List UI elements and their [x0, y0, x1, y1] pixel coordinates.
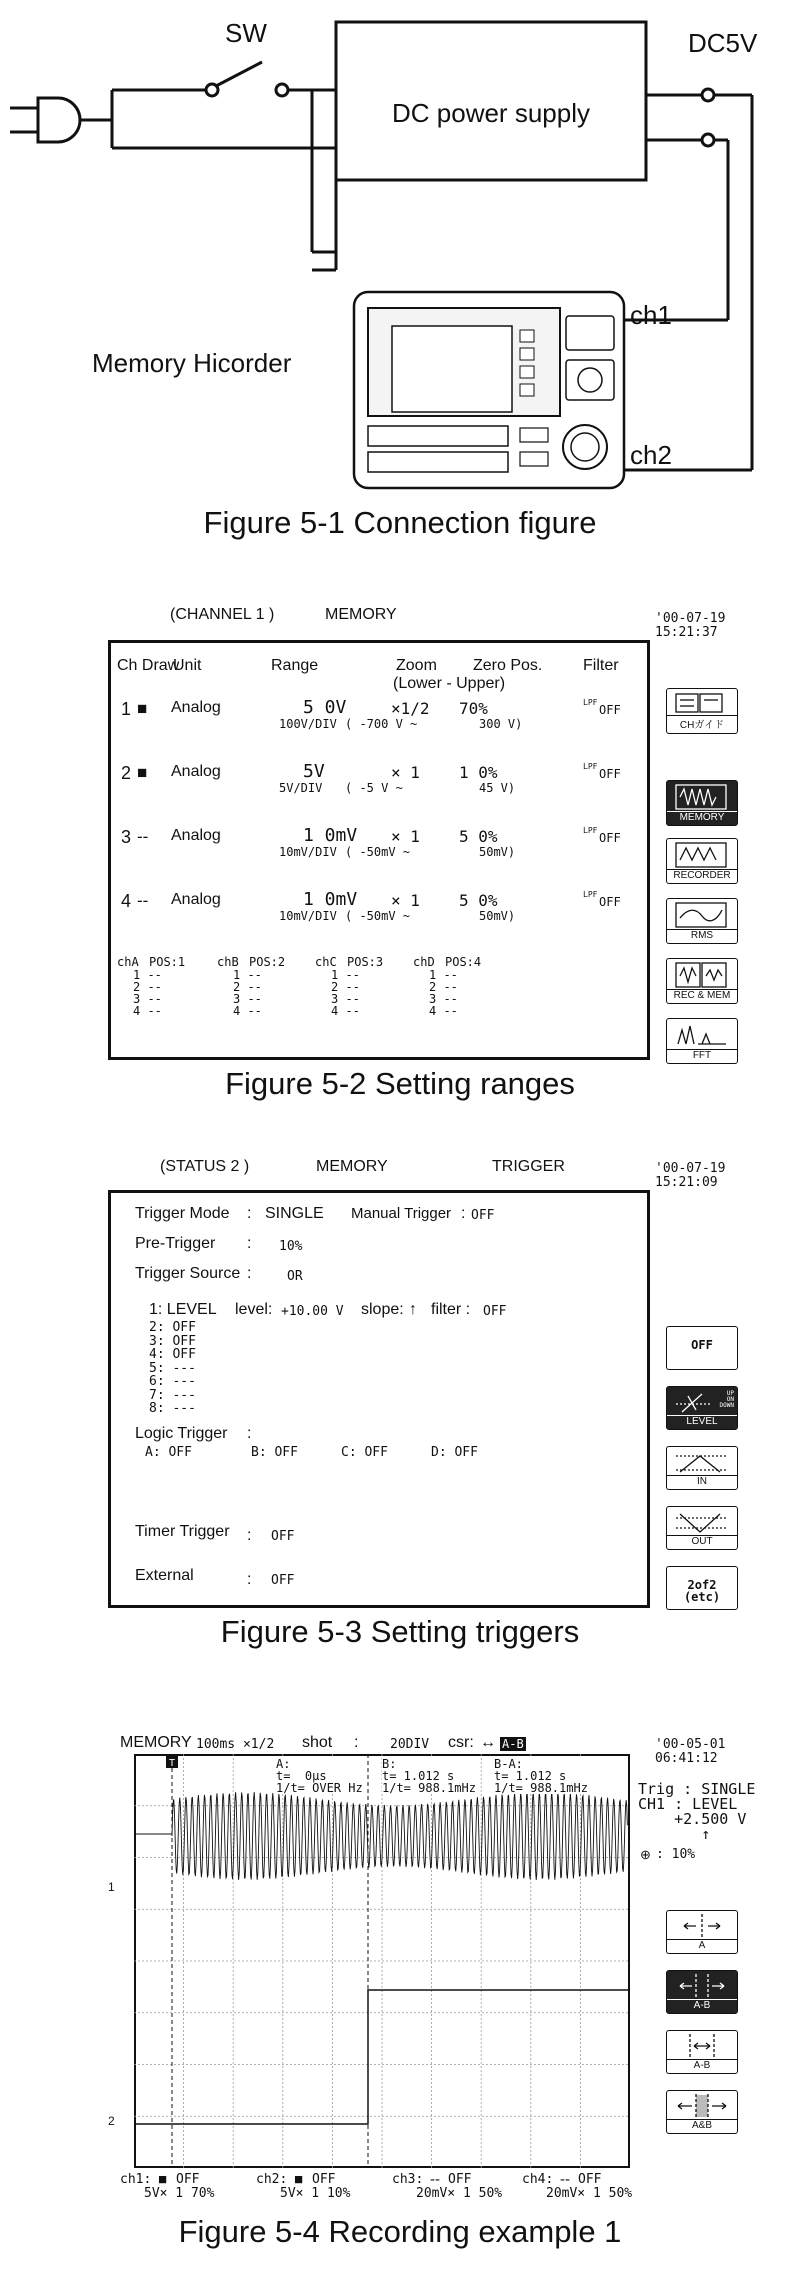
row-unit[interactable]: Analog — [171, 763, 221, 780]
colon: : — [461, 1205, 466, 1222]
level-value[interactable]: +10.00 V — [281, 1304, 344, 1319]
side-button-label: 2of2 (etc) — [683, 1578, 721, 1604]
screen-title-mode: MEMORY — [316, 1158, 388, 1175]
row-zoom[interactable]: × 1 — [391, 827, 420, 846]
legend-draw-state: ■ — [158, 2171, 168, 2188]
legend-channel-scale: 20mV× 1 50% — [416, 2186, 503, 2201]
memory-hicorder-device — [354, 292, 624, 488]
header-range: Range — [271, 657, 319, 674]
side-button-label: OUT — [667, 1535, 737, 1547]
psu-label: DC power supply — [392, 98, 590, 128]
row-lower: ( -700 V ~ — [345, 717, 418, 731]
row-range-div: 5V/DIV — [279, 781, 323, 795]
lpf-icon: LPF — [583, 826, 598, 835]
legend-draw-state: -- — [560, 2171, 570, 2188]
plug-icon — [38, 98, 80, 142]
side-button-cursor-a[interactable] — [666, 1910, 738, 1954]
screen-title-mode: MEMORY — [325, 606, 397, 623]
side-button-label: A-B — [667, 1999, 737, 2011]
row-range-div: 10mV/DIV — [279, 909, 337, 923]
row-unit[interactable]: Analog — [171, 699, 221, 716]
timer-trigger-value[interactable]: OFF — [271, 1529, 295, 1544]
screen-title-status: (STATUS 2 ) — [160, 1158, 250, 1175]
side-button-label: FFT — [667, 1049, 737, 1061]
side-button-rms-waveform[interactable] — [666, 898, 738, 944]
row-lower: ( -5 V ~ — [345, 781, 403, 795]
figure-5-4-caption: Figure 5-4 Recording example 1 — [178, 2214, 622, 2249]
device-label: Memory Hicorder — [92, 348, 292, 378]
pre-trigger-value[interactable]: 10% — [279, 1239, 303, 1254]
legend-channel-state: OFF — [578, 2172, 602, 2187]
ch1-trigger-type[interactable]: 1: LEVEL — [149, 1301, 217, 1318]
dc5v-label: DC5V — [688, 28, 758, 58]
logic-channel-name: chA — [117, 955, 139, 969]
header-zero-pos: Zero Pos. — [473, 657, 543, 674]
trigger-mode-value[interactable]: SINGLE — [265, 1205, 324, 1222]
row-filter[interactable]: OFF — [599, 703, 621, 717]
legend-channel-state: OFF — [312, 2172, 336, 2187]
colon: : — [247, 1235, 252, 1252]
side-button-cursor-a-b-move[interactable] — [666, 2030, 738, 2074]
side-button-label: LEVEL — [667, 1415, 737, 1427]
side-button-label: A-B — [667, 2059, 737, 2071]
filter-value[interactable]: OFF — [483, 1304, 507, 1319]
legend-channel-scale: 20mV× 1 50% — [546, 2186, 633, 2201]
row-draw-toggle[interactable]: ■ — [137, 763, 148, 782]
colon: : — [247, 1527, 252, 1544]
colon: : — [247, 1425, 252, 1442]
side-button-memory-waveform[interactable] — [666, 780, 738, 826]
legend-channel-name: ch1: — [120, 2172, 152, 2187]
trigger-settings-panel — [108, 1190, 650, 1608]
colon: : — [247, 1571, 252, 1588]
external-value[interactable]: OFF — [271, 1573, 295, 1588]
slope-label: slope: — [361, 1301, 404, 1318]
logic-a-value[interactable]: A: OFF — [145, 1445, 192, 1460]
row-zero-pos[interactable]: 5 0% — [459, 891, 498, 910]
shot-value: 20DIV — [390, 1737, 430, 1752]
side-button-label: OFF — [691, 1338, 713, 1352]
row-range[interactable]: 5 0V — [303, 697, 347, 718]
side-button-window-in[interactable] — [666, 1446, 738, 1490]
waveform-display — [134, 1754, 630, 2168]
side-button-channel-guide[interactable] — [666, 688, 738, 734]
side-button-label: RMS — [667, 929, 737, 941]
row-draw-toggle[interactable]: -- — [137, 827, 149, 846]
manual-trigger-value[interactable]: OFF — [471, 1208, 495, 1223]
legend-draw-state: ■ — [294, 2171, 304, 2188]
row-zero-pos[interactable]: 70% — [459, 699, 488, 718]
side-button-label: A — [667, 1939, 737, 1951]
side-button-cursor-a-b[interactable] — [666, 1970, 738, 2014]
trigger-source-label: Trigger Source — [135, 1265, 241, 1282]
side-button-label: IN — [667, 1475, 737, 1487]
side-button-label: REC & MEM — [667, 989, 737, 1001]
cursor-a-readout: A: t= 0μs 1/t= OVER Hz — [276, 1757, 363, 1795]
screen-title-trigger: TRIGGER — [492, 1158, 565, 1175]
side-button-label: RECORDER — [667, 869, 737, 881]
logic-channel-name: chB — [217, 955, 239, 969]
legend-channel-state: OFF — [448, 2172, 472, 2187]
trigger-info: Trig : SINGLE CH1 : LEVEL +2.500 V ↑ — [638, 1780, 756, 1843]
datetime: '00-07-19 15:21:37 — [655, 611, 726, 640]
row-upper: 50mV) — [479, 845, 516, 859]
screen-title-channel: (CHANNEL 1 ) — [170, 606, 275, 623]
row-ch-number: 2 — [121, 763, 132, 783]
row-unit[interactable]: Analog — [171, 827, 221, 844]
datetime: '00-07-19 15:21:09 — [655, 1161, 726, 1190]
row-filter[interactable]: OFF — [599, 895, 621, 909]
terminal-minus — [702, 134, 714, 146]
row-range[interactable]: 1 0mV — [303, 825, 358, 846]
logic-b-value[interactable]: B: OFF — [251, 1445, 298, 1460]
switch-contact-right — [276, 84, 288, 96]
pre-trigger-label: Pre-Trigger — [135, 1235, 216, 1252]
header-filter: Filter — [583, 657, 619, 674]
side-button-text[interactable] — [666, 1566, 738, 1610]
ch1-label: ch1 — [630, 300, 672, 330]
logic-channel-pos[interactable]: POS:2 — [249, 955, 286, 969]
logic-channel-name: chC — [315, 955, 337, 969]
slope-up-icon[interactable]: ↑ — [409, 1301, 417, 1318]
ch1-marker: 1 — [108, 1880, 115, 1894]
row-filter[interactable]: OFF — [599, 767, 621, 781]
row-zero-pos[interactable]: 5 0% — [459, 827, 498, 846]
legend-channel-name: ch3: — [392, 2172, 424, 2187]
cursor-b-readout: B: t= 1.012 s 1/t= 988.1mHz — [382, 1757, 476, 1795]
header-unit: Unit — [173, 657, 202, 674]
pre-trigger-icon: ⊕ — [640, 1847, 651, 1862]
row-upper: 300 V) — [479, 717, 523, 731]
logic-channel-lines: 1 -- 2 -- 3 -- 4 -- — [429, 968, 458, 1018]
ch2-label: ch2 — [630, 440, 672, 470]
side-button-text[interactable] — [666, 1326, 738, 1370]
logic-channel-lines: 1 -- 2 -- 3 -- 4 -- — [133, 968, 162, 1018]
row-ch-number: 4 — [121, 891, 132, 911]
side-button-recorder-waveform[interactable] — [666, 838, 738, 884]
colon: : — [247, 1265, 252, 1282]
legend-channel-scale: 5V× 1 10% — [280, 2186, 351, 2201]
side-button-extra: UP ON DOWN — [719, 1390, 734, 1409]
row-zoom[interactable]: × 1 — [391, 763, 420, 782]
legend-channel-state: OFF — [176, 2172, 200, 2187]
row-range-div: 10mV/DIV — [279, 845, 337, 859]
shot-label: shot — [302, 1734, 333, 1751]
mode-label: MEMORY — [120, 1734, 192, 1751]
side-button-label: CHガイド — [667, 715, 737, 731]
row-zoom[interactable]: ×1/2 — [391, 699, 430, 718]
figure-5-1-caption: Figure 5-1 Connection figure — [203, 505, 597, 540]
switch-label: SW — [225, 18, 267, 48]
connection-diagram — [0, 0, 800, 500]
colon: : — [247, 1205, 252, 1222]
row-upper: 50mV) — [479, 909, 516, 923]
shot-colon: : — [354, 1734, 359, 1751]
legend-channel-name: ch4: — [522, 2172, 554, 2187]
logic-channel-pos[interactable]: POS:3 — [347, 955, 384, 969]
row-draw-toggle[interactable]: ■ — [137, 699, 148, 718]
row-range-div: 100V/DIV — [279, 717, 337, 731]
logic-channel-pos[interactable]: POS:1 — [149, 955, 186, 969]
side-button-label: MEMORY — [667, 811, 737, 823]
pre-trigger-value: : 10% — [656, 1847, 696, 1862]
cursor-label: csr: — [448, 1734, 474, 1751]
cursor-arrow-icon: ↔ — [480, 1734, 496, 1751]
trigger-source-value[interactable]: OR — [287, 1269, 303, 1284]
row-lower: ( -50mV ~ — [345, 845, 411, 859]
logic-trigger-label: Logic Trigger — [135, 1425, 228, 1442]
cursor-mode-badge[interactable]: A-B — [502, 1737, 524, 1751]
lpf-icon: LPF — [583, 698, 598, 707]
figure-5-3-caption: Figure 5-3 Setting triggers — [220, 1614, 580, 1649]
logic-channel-name: chD — [413, 955, 435, 969]
side-button-rec-mem[interactable] — [666, 958, 738, 1004]
row-zero-pos[interactable]: 1 0% — [459, 763, 498, 782]
row-filter[interactable]: OFF — [599, 831, 621, 845]
legend-channel-scale: 5V× 1 70% — [144, 2186, 215, 2201]
row-zoom[interactable]: × 1 — [391, 891, 420, 910]
row-upper: 45 V) — [479, 781, 516, 795]
lpf-icon: LPF — [583, 890, 598, 899]
ch2-marker: 2 — [108, 2114, 115, 2128]
cursor-ba-readout: B-A: t= 1.012 s 1/t= 988.1mHz — [494, 1757, 588, 1795]
row-range[interactable]: 5V — [303, 761, 325, 782]
legend-draw-state: -- — [430, 2171, 440, 2188]
row-ch-number: 1 — [121, 699, 132, 719]
row-unit[interactable]: Analog — [171, 891, 221, 908]
row-ch-number: 3 — [121, 827, 132, 847]
header-zoom: Zoom — [396, 657, 437, 674]
legend-channel-name: ch2: — [256, 2172, 288, 2187]
side-button-cursor-a-and-b[interactable] — [666, 2090, 738, 2134]
lpf-icon: LPF — [583, 762, 598, 771]
external-label: External — [135, 1567, 194, 1584]
header-ch-draw: Ch Draw — [117, 657, 180, 674]
row-lower: ( -50mV ~ — [345, 909, 411, 923]
side-button-fft[interactable] — [666, 1018, 738, 1064]
timebase-value: 100ms ×1/2 — [196, 1737, 275, 1752]
terminal-plus — [702, 89, 714, 101]
logic-channel-pos[interactable]: POS:4 — [445, 955, 482, 969]
switch-blade — [216, 62, 262, 86]
row-draw-toggle[interactable]: -- — [137, 891, 149, 910]
trigger-mode-label: Trigger Mode — [135, 1205, 230, 1222]
side-button-level-trigger[interactable] — [666, 1386, 738, 1430]
trigger-marker-label: T — [168, 1758, 176, 1769]
side-button-label: A&B — [667, 2119, 737, 2131]
logic-channel-lines: 1 -- 2 -- 3 -- 4 -- — [331, 968, 360, 1018]
logic-d-value[interactable]: D: OFF — [431, 1445, 478, 1460]
datetime: '00-05-01 06:41:12 — [655, 1737, 726, 1766]
level-label: level: — [235, 1301, 273, 1318]
row-range[interactable]: 1 0mV — [303, 889, 358, 910]
logic-channel-lines: 1 -- 2 -- 3 -- 4 -- — [233, 968, 262, 1018]
figure-5-2-caption: Figure 5-2 Setting ranges — [225, 1066, 575, 1101]
channel-trigger-list: 2: OFF 3: OFF 4: OFF 5: --- 6: --- 7: --- 8: --- — [149, 1320, 196, 1416]
channel-settings-panel — [108, 640, 650, 1060]
manual-trigger-label: Manual Trigger — [351, 1205, 452, 1222]
header-zoom-sub: (Lower - Upper) — [393, 675, 506, 692]
logic-c-value[interactable]: C: OFF — [341, 1445, 388, 1460]
filter-label: filter : — [431, 1301, 471, 1318]
side-button-window-out[interactable] — [666, 1506, 738, 1550]
timer-trigger-label: Timer Trigger — [135, 1523, 230, 1540]
